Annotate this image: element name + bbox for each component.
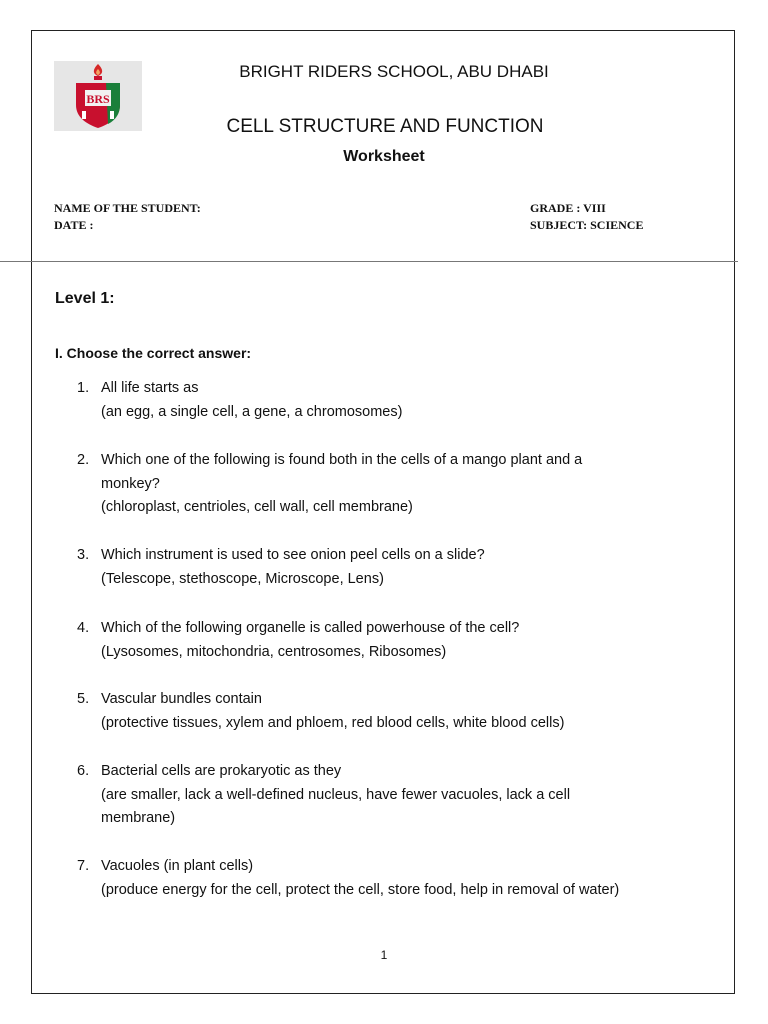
question-text: Which of the following organelle is called powerhouse of the cell? xyxy=(101,620,520,636)
question-options: (are smaller, lack a well-defined nucleus, have fewer vacuoles, lack a cell xyxy=(101,786,571,803)
page-number: 1 xyxy=(380,948,388,962)
section-instruction: I. Choose the correct answer: xyxy=(55,345,252,361)
date-label: DATE : xyxy=(54,218,94,232)
question-item xyxy=(77,617,717,664)
question-item xyxy=(77,377,717,424)
question-text-cont: monkey? xyxy=(101,475,160,492)
question-item xyxy=(77,544,717,591)
question-number: 1. xyxy=(77,380,90,396)
level-heading: Level 1: xyxy=(55,290,115,307)
logo-text: BRS xyxy=(86,92,110,106)
question-number: 2. xyxy=(77,452,90,468)
question-number: 3. xyxy=(77,547,90,563)
question-text: Vacuoles (in plant cells) xyxy=(101,858,254,874)
question-options: (an egg, a single cell, a gene, a chromosomes) xyxy=(101,403,403,420)
question-number: 6. xyxy=(77,763,90,779)
school-name: BRIGHT RIDERS SCHOOL, ABU DHABI xyxy=(239,62,549,81)
question-number: 4. xyxy=(77,620,90,636)
subject-label: SUBJECT: SCIENCE xyxy=(530,218,644,232)
class-info xyxy=(530,200,643,234)
worksheet-subtitle: Worksheet xyxy=(343,148,425,165)
question-options: (Lysosomes, mitochondria, centrosomes, Ribosomes) xyxy=(101,643,447,660)
question-options: (protective tissues, xylem and phloem, red blood cells, white blood cells) xyxy=(101,714,565,731)
question-item xyxy=(77,688,717,735)
worksheet-title: CELL STRUCTURE AND FUNCTION xyxy=(226,116,544,137)
question-text: Which instrument is used to see onion peel cells on a slide? xyxy=(101,547,485,563)
question-number: 5. xyxy=(77,691,90,707)
question-options: (chloroplast, centrioles, cell wall, cell membrane) xyxy=(101,499,413,515)
question-number: 7. xyxy=(77,858,90,874)
question-text: Which one of the following is found both in the cells of a mango plant and a xyxy=(101,452,583,468)
student-name-label: NAME OF THE STUDENT: xyxy=(54,201,201,215)
question-options: (produce energy for the cell, protect the cell, store food, help in removal of water) xyxy=(101,881,620,898)
question-item xyxy=(77,760,717,831)
question-item xyxy=(77,855,717,902)
student-info xyxy=(54,200,201,234)
question-options-cont: membrane) xyxy=(101,810,176,826)
question-text: Bacterial cells are prokaryotic as they xyxy=(101,763,342,779)
question-text: Vascular bundles contain xyxy=(101,691,262,707)
header-divider xyxy=(0,261,738,262)
question-text: All life starts as xyxy=(101,380,199,396)
question-options: (Telescope, stethoscope, Microscope, Lens) xyxy=(101,570,384,587)
question-item xyxy=(77,449,717,520)
grade-label: GRADE : VIII xyxy=(530,201,606,215)
